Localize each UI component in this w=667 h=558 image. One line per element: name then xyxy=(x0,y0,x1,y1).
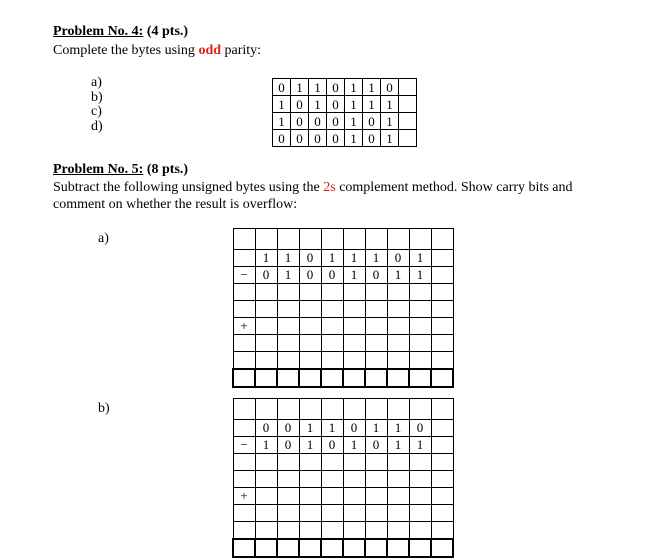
grid-cell[interactable] xyxy=(409,284,431,301)
bit-cell: 1 xyxy=(381,130,399,147)
grid-cell[interactable] xyxy=(299,284,321,301)
grid-cell[interactable] xyxy=(365,284,387,301)
subtrahend-bit: 1 xyxy=(409,267,431,284)
grid-cell[interactable] xyxy=(299,229,321,250)
grid-cell[interactable] xyxy=(431,399,453,420)
bit-cell: 1 xyxy=(381,113,399,130)
grid-cell[interactable] xyxy=(255,284,277,301)
grid-cell[interactable] xyxy=(299,522,321,540)
grid-cell[interactable] xyxy=(277,284,299,301)
result-cell[interactable] xyxy=(299,369,321,387)
problem-5-number: Problem No. 5: xyxy=(53,162,144,177)
grid-cell[interactable] xyxy=(277,318,299,335)
grid-row xyxy=(233,522,453,540)
grid-cell[interactable] xyxy=(255,471,277,488)
grid-cell[interactable] xyxy=(233,399,255,420)
parity-row xyxy=(273,96,417,113)
bit-cell: 1 xyxy=(381,96,399,113)
subtrahend-bit: 0 xyxy=(255,267,277,284)
problem-4-heading xyxy=(53,24,188,40)
grid-cell[interactable] xyxy=(277,522,299,540)
result-cell[interactable] xyxy=(431,539,453,557)
grid-cell[interactable] xyxy=(431,335,453,352)
instruction-text-end: parity: xyxy=(221,43,262,58)
instruction-text: Subtract the following unsigned bytes using the xyxy=(53,180,324,195)
bit-cell: 0 xyxy=(273,130,291,147)
grid-cell[interactable] xyxy=(233,284,255,301)
result-cell[interactable] xyxy=(299,539,321,557)
bit-cell: 1 xyxy=(309,96,327,113)
grid-row xyxy=(233,267,453,284)
grid-cell[interactable] xyxy=(387,505,409,522)
minuend-bit: 1 xyxy=(365,420,387,437)
grid-row xyxy=(233,471,453,488)
subtrahend-bit: 1 xyxy=(277,267,299,284)
parity-bit-cell[interactable] xyxy=(399,96,417,113)
grid-cell[interactable] xyxy=(255,335,277,352)
problem-4-points: (4 pts.) xyxy=(146,24,189,39)
grid-cell[interactable] xyxy=(277,352,299,370)
grid-cell[interactable] xyxy=(255,399,277,420)
subtrahend-bit: 0 xyxy=(299,267,321,284)
subtrahend-bit: 1 xyxy=(387,437,409,454)
grid-cell[interactable] xyxy=(343,454,365,471)
grid-cell[interactable] xyxy=(365,522,387,540)
subtrahend-bit: 0 xyxy=(321,267,343,284)
bit-cell: 1 xyxy=(363,96,381,113)
grid-cell[interactable] xyxy=(431,229,453,250)
grid-cell[interactable] xyxy=(233,454,255,471)
minus-sign: − xyxy=(233,267,255,284)
grid-cell[interactable] xyxy=(365,301,387,318)
result-cell[interactable] xyxy=(343,369,365,387)
bit-cell: 0 xyxy=(291,96,309,113)
grid-cell[interactable] xyxy=(233,229,255,250)
label-b: b) xyxy=(91,89,103,105)
grid-row xyxy=(233,229,453,250)
grid-cell[interactable] xyxy=(409,505,431,522)
minuend-bit: 1 xyxy=(255,250,277,267)
bit-cell: 0 xyxy=(309,113,327,130)
grid-cell[interactable] xyxy=(343,471,365,488)
subtrahend-bit: 1 xyxy=(409,437,431,454)
instruction-emphasis-2s: 2s xyxy=(323,180,336,195)
grid-cell[interactable] xyxy=(365,352,387,370)
result-cell[interactable] xyxy=(409,369,431,387)
result-cell[interactable] xyxy=(387,369,409,387)
grid-cell[interactable] xyxy=(299,399,321,420)
bit-cell: 1 xyxy=(345,130,363,147)
grid-cell[interactable] xyxy=(387,284,409,301)
grid-cell[interactable] xyxy=(409,454,431,471)
minuend-bit: 1 xyxy=(343,250,365,267)
minuend-bit: 1 xyxy=(365,250,387,267)
subtrahend-bit: 0 xyxy=(321,437,343,454)
grid-row xyxy=(233,505,453,522)
grid-cell[interactable] xyxy=(387,471,409,488)
result-cell[interactable] xyxy=(321,539,343,557)
minuend-bit: 0 xyxy=(299,250,321,267)
grid-row xyxy=(233,250,453,267)
subtrahend-bit: 1 xyxy=(343,267,365,284)
result-cell[interactable] xyxy=(233,539,255,557)
bit-cell: 0 xyxy=(327,130,345,147)
grid-cell[interactable] xyxy=(387,229,409,250)
grid-cell[interactable] xyxy=(431,318,453,335)
grid-row xyxy=(233,335,453,352)
grid-cell[interactable] xyxy=(277,335,299,352)
grid-cell[interactable] xyxy=(343,399,365,420)
parity-row xyxy=(273,113,417,130)
grid-cell[interactable] xyxy=(233,471,255,488)
grid-cell[interactable] xyxy=(255,488,277,505)
result-cell[interactable] xyxy=(255,369,277,387)
problem-5-instruction xyxy=(53,179,573,196)
minuend-bit: 1 xyxy=(299,420,321,437)
grid-cell[interactable] xyxy=(409,301,431,318)
grid-cell[interactable] xyxy=(233,335,255,352)
grid-cell[interactable] xyxy=(343,284,365,301)
result-cell[interactable] xyxy=(343,539,365,557)
grid-cell[interactable] xyxy=(277,301,299,318)
grid-row xyxy=(233,301,453,318)
grid-cell[interactable] xyxy=(321,335,343,352)
grid-cell[interactable] xyxy=(387,488,409,505)
result-cell[interactable] xyxy=(387,539,409,557)
grid-cell[interactable] xyxy=(409,335,431,352)
grid-cell[interactable] xyxy=(233,522,255,540)
grid-cell[interactable] xyxy=(321,318,343,335)
subtrahend-bit: 0 xyxy=(277,437,299,454)
result-cell[interactable] xyxy=(277,539,299,557)
bit-cell: 0 xyxy=(291,130,309,147)
grid-cell[interactable] xyxy=(365,229,387,250)
grid-cell[interactable] xyxy=(321,301,343,318)
problem-5-heading xyxy=(53,162,188,178)
grid-cell[interactable] xyxy=(387,318,409,335)
result-cell[interactable] xyxy=(277,369,299,387)
minuend-bit: 1 xyxy=(321,250,343,267)
grid-cell[interactable] xyxy=(431,301,453,318)
grid-cell[interactable] xyxy=(343,505,365,522)
grid-cell[interactable] xyxy=(277,471,299,488)
grid-cell[interactable] xyxy=(321,399,343,420)
grid-cell[interactable] xyxy=(387,301,409,318)
bit-cell: 1 xyxy=(309,79,327,96)
minuend-bit: 1 xyxy=(277,250,299,267)
grid-cell[interactable] xyxy=(233,505,255,522)
result-cell[interactable] xyxy=(431,369,453,387)
bit-cell: 1 xyxy=(273,96,291,113)
grid-cell[interactable] xyxy=(255,352,277,370)
grid-cell[interactable] xyxy=(365,318,387,335)
grid-row xyxy=(233,318,453,335)
minuend-bit: 0 xyxy=(255,420,277,437)
bit-cell: 0 xyxy=(381,79,399,96)
grid-cell[interactable] xyxy=(277,454,299,471)
grid-cell[interactable] xyxy=(409,229,431,250)
subtraction-grid-b xyxy=(232,398,454,558)
grid-row xyxy=(233,352,453,370)
grid-cell[interactable] xyxy=(409,471,431,488)
result-cell[interactable] xyxy=(365,539,387,557)
label-c: c) xyxy=(91,104,102,119)
grid-row xyxy=(233,488,453,505)
grid-cell[interactable] xyxy=(431,284,453,301)
minuend-bit: 1 xyxy=(387,420,409,437)
grid-cell[interactable] xyxy=(343,488,365,505)
subtrahend-bit: 1 xyxy=(343,437,365,454)
minus-sign: − xyxy=(233,437,255,454)
result-cell[interactable] xyxy=(365,369,387,387)
grid-cell[interactable] xyxy=(431,454,453,471)
grid-row xyxy=(233,399,453,420)
grid-row xyxy=(233,437,453,454)
problem-4-number: Problem No. 4: xyxy=(53,24,144,39)
grid-cell[interactable] xyxy=(409,399,431,420)
bit-cell: 0 xyxy=(363,130,381,147)
grid-cell[interactable] xyxy=(321,488,343,505)
grid-cell[interactable] xyxy=(233,301,255,318)
grid-row xyxy=(233,539,453,557)
grid-cell[interactable] xyxy=(387,335,409,352)
grid-cell[interactable] xyxy=(277,229,299,250)
grid-cell[interactable] xyxy=(299,505,321,522)
subtrahend-bit: 0 xyxy=(365,437,387,454)
minuend-bit: 0 xyxy=(409,420,431,437)
grid-cell[interactable] xyxy=(431,471,453,488)
grid-cell[interactable] xyxy=(387,399,409,420)
grid-cell[interactable] xyxy=(321,352,343,370)
grid-cell[interactable] xyxy=(343,318,365,335)
minuend-bit: 1 xyxy=(409,250,431,267)
parity-table xyxy=(272,78,417,147)
result-cell[interactable] xyxy=(255,539,277,557)
grid-cell[interactable] xyxy=(233,250,255,267)
parity-bit-cell[interactable] xyxy=(399,130,417,147)
grid-cell[interactable] xyxy=(277,399,299,420)
minuend-bit: 1 xyxy=(321,420,343,437)
grid-cell[interactable] xyxy=(299,352,321,370)
subtrahend-bit: 1 xyxy=(299,437,321,454)
grid-cell[interactable] xyxy=(255,454,277,471)
bit-cell: 1 xyxy=(345,113,363,130)
grid-cell[interactable] xyxy=(321,284,343,301)
grid-cell[interactable] xyxy=(409,522,431,540)
grid-cell[interactable] xyxy=(431,505,453,522)
grid-cell[interactable] xyxy=(365,471,387,488)
plus-sign: + xyxy=(233,318,255,335)
grid-cell[interactable] xyxy=(299,471,321,488)
grid-row xyxy=(233,369,453,387)
grid-cell[interactable] xyxy=(365,399,387,420)
grid-cell[interactable] xyxy=(299,454,321,471)
result-cell[interactable] xyxy=(409,539,431,557)
subtraction-grid-a xyxy=(232,228,454,388)
grid-cell[interactable] xyxy=(365,505,387,522)
grid-row xyxy=(233,420,453,437)
label-d: d) xyxy=(91,118,103,134)
bit-cell: 0 xyxy=(327,79,345,96)
grid-cell[interactable] xyxy=(409,352,431,370)
parity-row xyxy=(273,79,417,96)
label-a: a) xyxy=(91,75,102,90)
grid-cell[interactable] xyxy=(387,454,409,471)
grid-cell[interactable] xyxy=(431,352,453,370)
grid-cell[interactable] xyxy=(343,522,365,540)
grid-cell[interactable] xyxy=(321,229,343,250)
bit-cell: 1 xyxy=(291,79,309,96)
grid-cell[interactable] xyxy=(255,505,277,522)
grid-cell[interactable] xyxy=(431,267,453,284)
parity-labels xyxy=(91,76,103,134)
grid-cell[interactable] xyxy=(365,488,387,505)
grid-cell[interactable] xyxy=(431,437,453,454)
grid-cell[interactable] xyxy=(365,335,387,352)
bit-cell: 1 xyxy=(363,79,381,96)
grid-cell[interactable] xyxy=(321,454,343,471)
grid-cell[interactable] xyxy=(321,505,343,522)
grid-cell[interactable] xyxy=(387,352,409,370)
bit-cell: 0 xyxy=(309,130,327,147)
grid-cell[interactable] xyxy=(299,488,321,505)
grid-row xyxy=(233,454,453,471)
grid-cell[interactable] xyxy=(409,318,431,335)
grid-cell[interactable] xyxy=(321,522,343,540)
bit-cell: 1 xyxy=(273,113,291,130)
problem-5-instruction-line2: comment on whether the result is overflow: xyxy=(53,197,298,212)
grid-cell[interactable] xyxy=(431,250,453,267)
grid-cell[interactable] xyxy=(255,301,277,318)
subtrahend-bit: 1 xyxy=(255,437,277,454)
grid-cell[interactable] xyxy=(233,420,255,437)
grid-cell[interactable] xyxy=(343,229,365,250)
bit-cell: 0 xyxy=(327,96,345,113)
parity-bit-cell[interactable] xyxy=(399,79,417,96)
bit-cell: 1 xyxy=(345,96,363,113)
grid-cell[interactable] xyxy=(277,505,299,522)
instruction-text-end: complement method. Show carry bits and xyxy=(335,180,573,195)
part-a-label: a) xyxy=(98,231,109,246)
grid-cell[interactable] xyxy=(233,352,255,370)
plus-sign: + xyxy=(233,488,255,505)
minuend-bit: 0 xyxy=(277,420,299,437)
grid-cell[interactable] xyxy=(431,420,453,437)
minuend-bit: 0 xyxy=(343,420,365,437)
minuend-bit: 0 xyxy=(387,250,409,267)
grid-cell[interactable] xyxy=(255,229,277,250)
grid-cell[interactable] xyxy=(343,301,365,318)
instruction-text: Complete the bytes using xyxy=(53,43,199,58)
result-cell[interactable] xyxy=(321,369,343,387)
grid-cell[interactable] xyxy=(387,522,409,540)
grid-row xyxy=(233,284,453,301)
bit-cell: 0 xyxy=(273,79,291,96)
grid-cell[interactable] xyxy=(343,352,365,370)
instruction-emphasis-odd: odd xyxy=(198,43,222,58)
problem-5-points: (8 pts.) xyxy=(146,162,189,177)
bit-cell: 0 xyxy=(291,113,309,130)
parity-row xyxy=(273,130,417,147)
grid-cell[interactable] xyxy=(321,471,343,488)
bit-cell: 0 xyxy=(363,113,381,130)
grid-cell[interactable] xyxy=(365,454,387,471)
grid-cell[interactable] xyxy=(299,318,321,335)
part-b-label: b) xyxy=(98,401,110,416)
grid-cell[interactable] xyxy=(431,488,453,505)
subtrahend-bit: 1 xyxy=(387,267,409,284)
grid-cell[interactable] xyxy=(409,488,431,505)
parity-bit-cell[interactable] xyxy=(399,113,417,130)
grid-cell[interactable] xyxy=(277,488,299,505)
subtrahend-bit: 0 xyxy=(365,267,387,284)
grid-cell[interactable] xyxy=(343,335,365,352)
bit-cell: 1 xyxy=(345,79,363,96)
problem-4-instruction xyxy=(53,42,261,59)
grid-cell[interactable] xyxy=(255,522,277,540)
bit-cell: 0 xyxy=(327,113,345,130)
result-cell[interactable] xyxy=(233,369,255,387)
grid-cell[interactable] xyxy=(255,318,277,335)
grid-cell[interactable] xyxy=(431,522,453,540)
grid-cell[interactable] xyxy=(299,301,321,318)
grid-cell[interactable] xyxy=(299,335,321,352)
